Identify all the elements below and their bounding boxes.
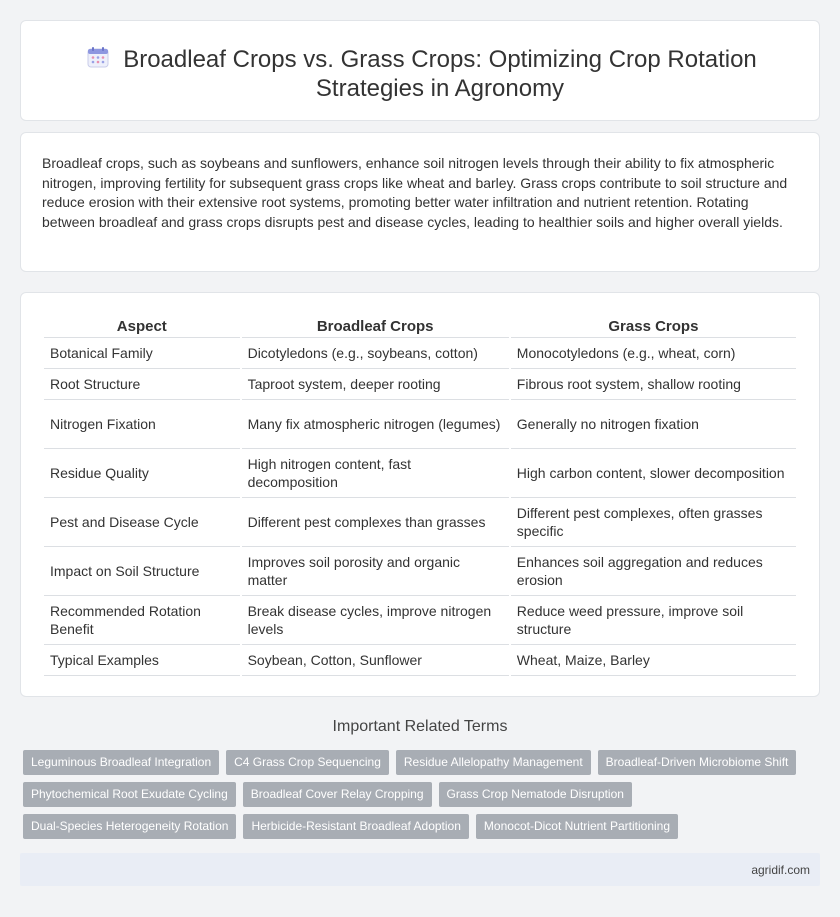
table-cell: Soybean, Cotton, Sunflower <box>242 645 509 676</box>
table-cell: Different pest complexes than grasses <box>242 498 509 547</box>
table-cell: Improves soil porosity and organic matter <box>242 547 509 596</box>
related-term-tag[interactable]: Herbicide-Resistant Broadleaf Adoption <box>243 814 468 839</box>
table-row <box>44 369 796 400</box>
table-row <box>44 596 796 645</box>
table-row <box>44 449 796 498</box>
table-row <box>44 338 796 369</box>
table-cell: Different pest complexes, often grasses specific <box>511 498 796 547</box>
table-cell: Taproot system, deeper rooting <box>242 369 509 400</box>
table-cell: Enhances soil aggregation and reduces erosion <box>511 547 796 596</box>
table-cell: Break disease cycles, improve nitrogen levels <box>242 596 509 645</box>
table-cell: Many fix atmospheric nitrogen (legumes) <box>242 400 509 449</box>
table-row <box>44 645 796 676</box>
related-term-tag[interactable]: Residue Allelopathy Management <box>396 750 591 775</box>
table-row <box>44 498 796 547</box>
table-cell: Typical Examples <box>44 645 240 676</box>
related-term-tag[interactable]: Broadleaf-Driven Microbiome Shift <box>598 750 797 775</box>
tag-row <box>23 750 823 775</box>
table-cell: Impact on Soil Structure <box>44 547 240 596</box>
related-term-tag[interactable]: C4 Grass Crop Sequencing <box>226 750 389 775</box>
related-terms-heading: Important Related Terms <box>332 718 508 735</box>
table-cell: Dicotyledons (e.g., soybeans, cotton) <box>242 338 509 369</box>
page-title: Broadleaf Crops vs. Grass Crops: Optimizing Crop Rotation Strategies in Agronomy <box>123 46 757 102</box>
column-header-aspect: Aspect <box>44 316 240 338</box>
table-cell: Residue Quality <box>44 449 240 498</box>
header-card <box>20 20 820 121</box>
related-term-tag[interactable]: Dual-Species Heterogeneity Rotation <box>23 814 236 839</box>
table-cell: Monocotyledons (e.g., wheat, corn) <box>511 338 796 369</box>
comparison-table-card <box>20 292 820 697</box>
intro-card <box>20 132 820 272</box>
table-cell: Wheat, Maize, Barley <box>511 645 796 676</box>
related-terms-list <box>23 750 823 846</box>
related-term-tag[interactable]: Leguminous Broadleaf Integration <box>23 750 219 775</box>
related-term-tag[interactable]: Monocot-Dicot Nutrient Partitioning <box>476 814 678 839</box>
table-row <box>44 547 796 596</box>
related-term-tag[interactable]: Phytochemical Root Exudate Cycling <box>23 782 236 807</box>
column-header-broadleaf: Broadleaf Crops <box>242 316 509 338</box>
table-row <box>44 400 796 449</box>
table-cell: Root Structure <box>44 369 240 400</box>
table-header-row <box>44 316 796 338</box>
footer-site-link[interactable]: agridif.com <box>751 863 810 877</box>
table-cell: Nitrogen Fixation <box>44 400 240 449</box>
table-cell: Fibrous root system, shallow rooting <box>511 369 796 400</box>
tag-row <box>23 782 823 807</box>
table-cell: Pest and Disease Cycle <box>44 498 240 547</box>
column-header-grass: Grass Crops <box>511 316 796 338</box>
table-cell: Recommended Rotation Benefit <box>44 596 240 645</box>
table-cell: Reduce weed pressure, improve soil structure <box>511 596 796 645</box>
tag-row <box>23 814 823 839</box>
intro-paragraph: Broadleaf crops, such as soybeans and sunflowers, enhance soil nitrogen levels through their ability to fix atmospheric nitrogen, improving fertility for subsequent grass crops like wheat and barley. Grass crops contribute to soil structure and reduce erosion with their extensive root systems, promoting better water infiltration and nutrient retention. Rotating between broadleaf and grass crops disrupts pest and disease cycles, leading to healthier soils and higher overall yields. <box>42 155 788 230</box>
footer-bar <box>20 853 820 886</box>
table-cell: High carbon content, slower decomposition <box>511 449 796 498</box>
table-cell: Generally no nitrogen fixation <box>511 400 796 449</box>
table-cell: Botanical Family <box>44 338 240 369</box>
table-cell: High nitrogen content, fast decomposition <box>242 449 509 498</box>
related-term-tag[interactable]: Broadleaf Cover Relay Cropping <box>243 782 432 807</box>
related-term-tag[interactable]: Grass Crop Nematode Disruption <box>439 782 632 807</box>
comparison-table <box>42 316 798 676</box>
